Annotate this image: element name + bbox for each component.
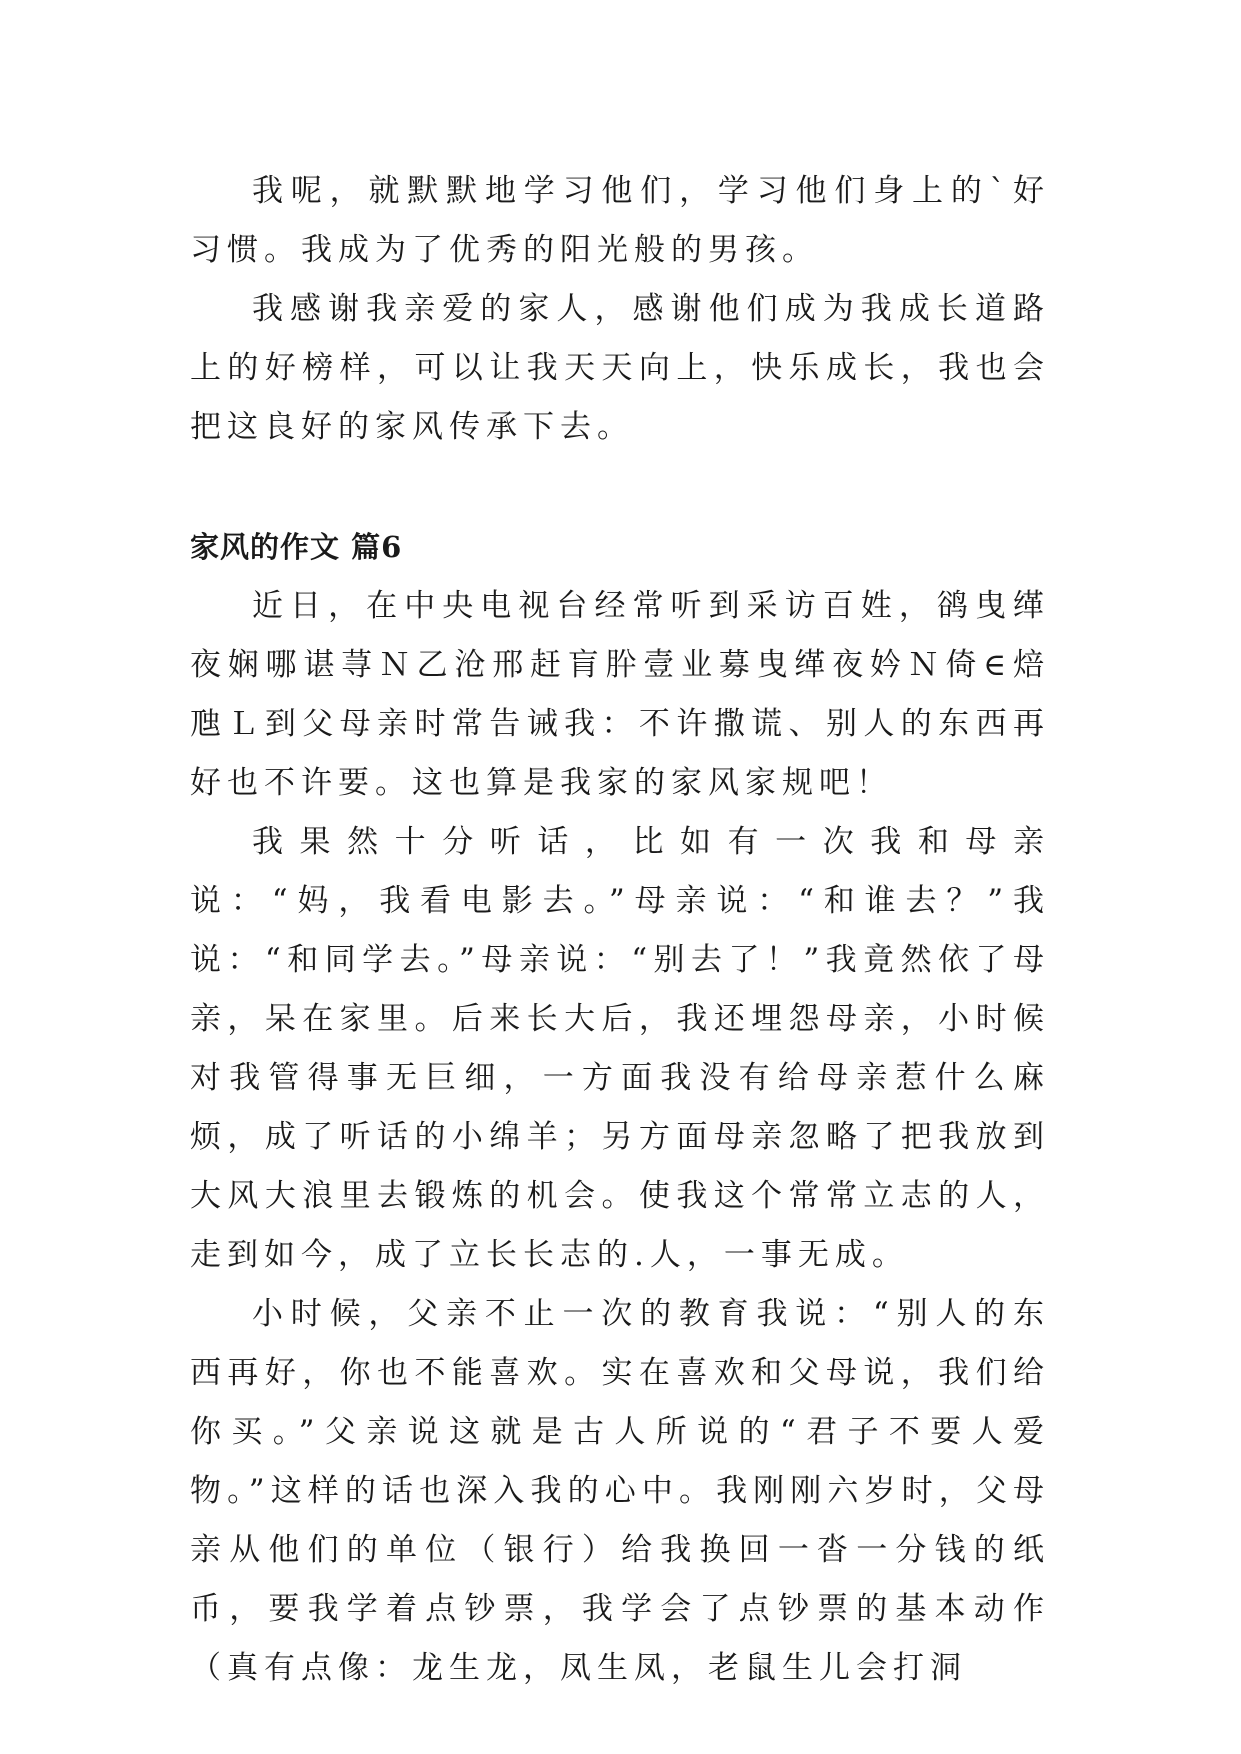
paragraph: 我呢，就默默地学习他们，学习他们身上的`好习惯。我成为了优秀的阳光般的男孩。	[190, 173, 1050, 268]
paragraph: 我果然十分听话，比如有一次我和母亲说：“妈，我看电影去。”母亲说：“和谁去？”我说：“和同学去。”母亲说：“别去了！”我竟然依了母亲，呆在家里。后来长大后，我还埋怨母亲，小时候对我管得事无巨细，一方面我没有给母亲惹什么麻烦，成了听话的小绵羊；另方面母亲忽略了把我放到大风大浪里去锻炼的机会。使我这个常常立志的人，走到如今，成了立长长志的.人，一事无成。	[190, 824, 1050, 1273]
section-spacer	[190, 457, 1050, 518]
paragraph: 我感谢我亲爱的家人，感谢他们成为我成长道路上的好榜样，可以让我天天向上，快乐成长，我也会把这良好的家风传承下去。	[190, 291, 1050, 445]
paragraph: 小时候，父亲不止一次的教育我说：“别人的东西再好，你也不能喜欢。实在喜欢和父母说，我们给你买。”父亲说这就是古人所说的“君子不要人爱物。”这样的话也深入我的心中。我刚刚六岁时，父母亲从他们的单位（银行）给我换回一沓一分钱的纸币，要我学着点钞票，我学会了点钞票的基本动作（真有点像：龙生龙，凤生凤，老鼠生儿会打洞	[190, 1296, 1050, 1686]
document-page	[190, 162, 1050, 1698]
section-heading: 家风的作文 篇6	[190, 530, 403, 564]
paragraph: 近日，在中央电视台经常听到采访百姓，鹆曳缂夜娴哪谌荨Ｎ乙沧邢赶肓肸壹业募曳缂夜妗Ｎ倚∈焙虺Ｌ到父母亲时常告诫我：不许撒谎、别人的东西再好也不许要。这也算是我家的家风家规吧！	[190, 588, 1050, 801]
